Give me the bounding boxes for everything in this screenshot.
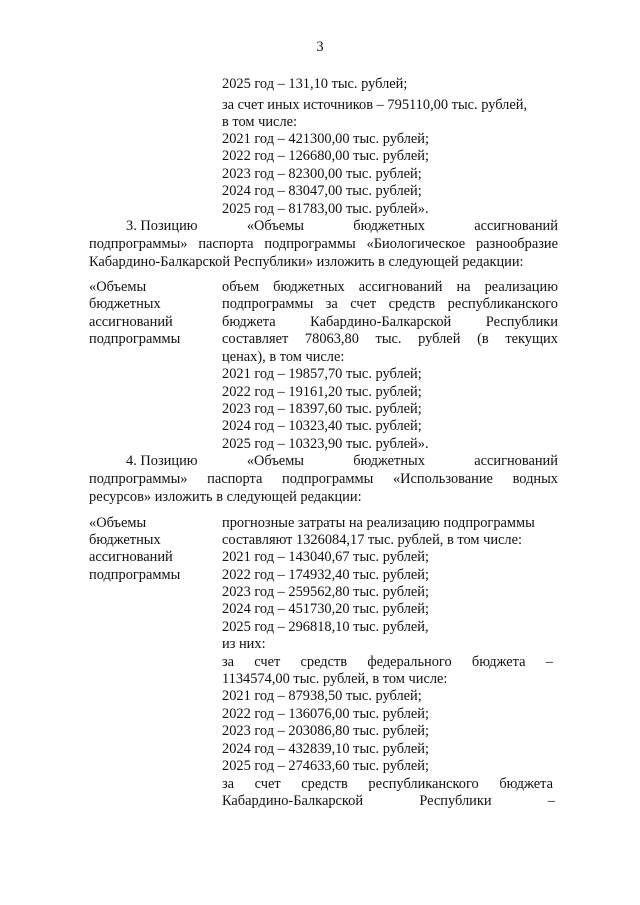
text-line: 2022 год – 126680,00 тыс. рублей;: [222, 148, 429, 164]
word: на: [456, 279, 471, 295]
word: реализацию: [484, 279, 558, 295]
word: 4. Позицию: [126, 453, 198, 469]
word: «Биологическое: [366, 236, 466, 252]
right-text-line: ценах), в том числе:: [222, 349, 345, 365]
word: счет: [254, 776, 281, 792]
word: водных: [512, 471, 558, 487]
word: республиканского: [368, 776, 479, 792]
word: бюджетных: [353, 218, 425, 234]
right-text-line: 2023 год – 18397,60 тыс. рублей;: [222, 401, 422, 417]
word: подпрограммы»: [89, 236, 188, 252]
section4-intro-line3: ресурсов» изложить в следующей редакции:: [89, 489, 362, 505]
text-line: 2023 год – 82300,00 тыс. рублей;: [222, 166, 422, 182]
left-label-line: бюджетных: [89, 532, 161, 548]
word: за: [325, 296, 338, 312]
word: текущих: [505, 331, 558, 347]
word: рублей: [418, 331, 461, 347]
word: подпрограммы: [222, 296, 314, 312]
word: ассигнований: [474, 453, 558, 469]
word: Кабардино-Балкарской: [222, 793, 364, 809]
left-label-line: бюджетных: [89, 296, 161, 312]
word: бюджета: [471, 654, 526, 670]
word: подпрограммы: [264, 236, 356, 252]
word: составляет: [222, 331, 289, 347]
word: счет: [254, 654, 281, 670]
word: «Объемы: [246, 453, 304, 469]
right-text-line: 2023 год – 203086,80 тыс. рублей;: [222, 723, 429, 739]
word: 3. Позицию: [126, 218, 198, 234]
right-text-line: [222, 793, 555, 810]
section4-intro-line2: [89, 471, 558, 488]
text-line: 2021 год – 421300,00 тыс. рублей;: [222, 131, 429, 147]
right-text-line: [222, 776, 553, 793]
word: бюджета: [499, 776, 553, 792]
right-text-line: 2025 год – 274633,60 тыс. рублей;: [222, 758, 429, 774]
right-text-line: 2021 год – 19857,70 тыс. рублей;: [222, 366, 422, 382]
left-label-line: ассигнований: [89, 549, 173, 565]
word: объем: [222, 279, 260, 295]
word: разнообразие: [475, 236, 558, 252]
word: ассигнований: [358, 279, 443, 295]
word: паспорта: [207, 471, 263, 487]
left-label-line: «Объемы: [89, 279, 147, 295]
word: ассигнований: [474, 218, 558, 234]
word: Кабардино-Балкарской: [310, 314, 452, 330]
word: –: [547, 793, 555, 809]
word: республиканского: [447, 296, 558, 312]
right-text-line: 1134574,00 тыс. рублей, в том числе:: [222, 671, 448, 687]
word: счет: [350, 296, 377, 312]
section3-intro-line2: [89, 236, 558, 253]
right-text-line: 2025 год – 296818,10 тыс. рублей,: [222, 619, 429, 635]
word: средств: [301, 776, 348, 792]
section3-intro-line1: [126, 218, 558, 235]
word: «Объемы: [246, 218, 304, 234]
word: (в: [477, 331, 489, 347]
right-text-line: составляют 1326084,17 тыс. рублей, в том числе:: [222, 532, 522, 548]
word: Республики: [419, 793, 492, 809]
right-text-line: 2021 год – 87938,50 тыс. рублей;: [222, 688, 422, 704]
right-text-line: 2025 год – 10323,90 тыс. рублей».: [222, 436, 429, 452]
text-line: в том числе:: [222, 114, 298, 130]
word: бюджета: [222, 314, 276, 330]
right-text-line: [222, 314, 558, 331]
right-text-line: 2023 год – 259562,80 тыс. рублей;: [222, 584, 429, 600]
word: средств: [388, 296, 436, 312]
word: за: [222, 776, 235, 792]
right-text-line: 2024 год – 10323,40 тыс. рублей;: [222, 418, 422, 434]
word: тыс.: [375, 331, 402, 347]
left-label-line: подпрограммы: [89, 331, 181, 347]
right-text-line: [222, 296, 558, 313]
right-text-line: 2024 год – 432839,10 тыс. рублей;: [222, 741, 429, 757]
right-text-line: 2022 год – 174932,40 тыс. рублей;: [222, 567, 429, 583]
right-text-line: прогнозные затраты на реализацию подпрограммы: [222, 515, 535, 531]
text-line: за счет иных источников – 795110,00 тыс. рублей,: [222, 97, 528, 113]
word: подпрограммы»: [89, 471, 188, 487]
word: подпрограммы: [282, 471, 374, 487]
word: бюджетных: [273, 279, 345, 295]
word: Республики: [485, 314, 558, 330]
right-text-line: из них:: [222, 636, 266, 652]
right-text-line: [222, 654, 553, 671]
word: федерального: [367, 654, 452, 670]
right-text-line: 2022 год – 19161,20 тыс. рублей;: [222, 384, 422, 400]
word: за: [222, 654, 235, 670]
left-label-line: «Объемы: [89, 515, 147, 531]
text-line: 2024 год – 83047,00 тыс. рублей;: [222, 183, 422, 199]
word: средств: [300, 654, 348, 670]
word: «Использование: [392, 471, 493, 487]
word: паспорта: [198, 236, 254, 252]
right-text-line: 2021 год – 143040,67 тыс. рублей;: [222, 549, 429, 565]
text-line: 2025 год – 131,10 тыс. рублей;: [222, 76, 408, 92]
right-text-line: [222, 331, 558, 348]
text-line: 2025 год – 81783,00 тыс. рублей».: [222, 201, 429, 217]
left-label-line: ассигнований: [89, 314, 173, 330]
section3-intro-line3: Кабардино-Балкарской Республики» изложить в следующей редакции:: [89, 254, 524, 270]
section4-intro-line1: [126, 453, 558, 470]
right-text-line: 2022 год – 136076,00 тыс. рублей;: [222, 706, 429, 722]
right-text-line: 2024 год – 451730,20 тыс. рублей;: [222, 601, 429, 617]
word: бюджетных: [353, 453, 425, 469]
right-text-line: [222, 279, 558, 296]
left-label-line: подпрограммы: [89, 567, 181, 583]
word: –: [545, 654, 553, 670]
page-number: 3: [316, 39, 324, 55]
word: 78063,80: [304, 331, 359, 347]
